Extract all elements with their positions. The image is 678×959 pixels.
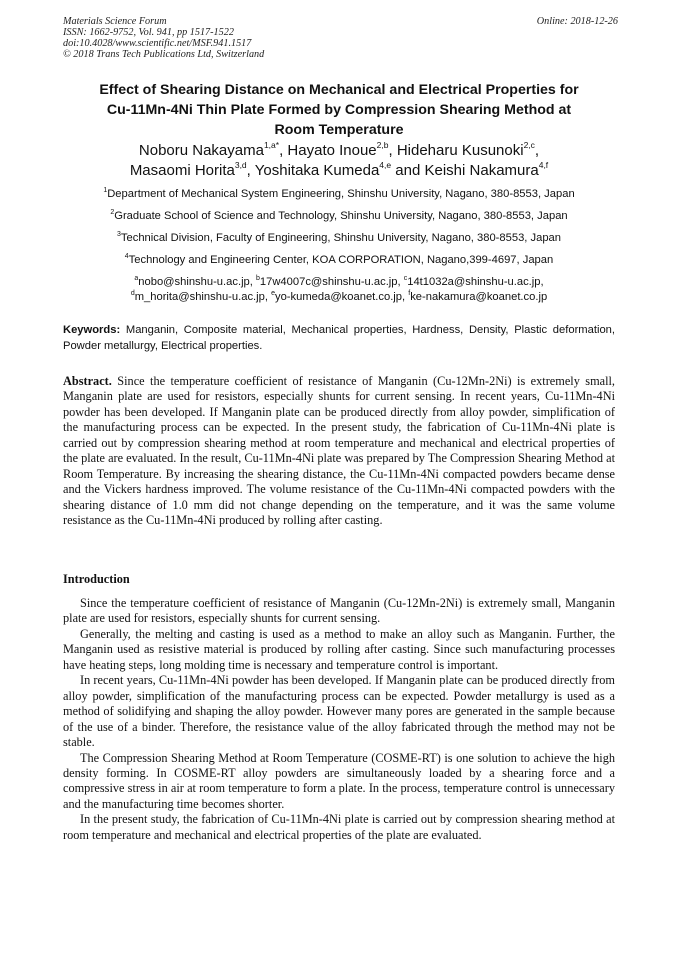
paragraph: In recent years, Cu-11Mn-4Ni powder has been developed. If Manganin plate can be produced directly from alloy powder, simplification of the manufacturing process can be expected. Powder metallurgy is used as a method of solidifying and shaping the alloy powder. However many pores are generated in the sample because of the use of a binder. Therefore, the resistance value of the alloy fabricated through the method may not be stable. xyxy=(63,673,615,750)
affiliation: $^4$Technology and Engineering Center, KOA CORPORATION, Nagano,399-4697, Japan xyxy=(124,253,554,266)
affiliation: $^1$Department of Mechanical System Engineering, Shinshu University, Nagano, 380-8553, Japan xyxy=(103,187,575,200)
email-list: $^a$nobo@shinshu-u.ac.jp, $^b$17w4007c@shinshu-u.ac.jp, $^c$14t1032a@shinshu-u.ac.jp, $^d$m_horita@shinshu-u.ac.jp, $^e$yo-kumeda@koanet.co.jp, $^f$ke-nakamura@koanet.co.jp xyxy=(130,275,548,303)
title-line: Effect of Shearing Distance on Mechanical and Electrical Properties for xyxy=(99,82,579,98)
copyright-line: © 2018 Trans Tech Publications Ltd, Switzerland xyxy=(63,49,265,60)
affiliation: $^3$Technical Division, Faculty of Engineering, Shinshu University, Nagano, 380-8553, Japan xyxy=(117,231,561,244)
paragraph: Since the temperature coefficient of resistance of Manganin (Cu-12Mn-2Ni) is extremely small, Manganin plate are used for resistors, especially shunts for current sensing. xyxy=(63,596,615,626)
author-name: Keishi Nakamura xyxy=(424,162,539,179)
paragraph: Generally, the melting and casting is used as a method to make an alloy such as Manganin. Further, the Manganin used as resistive material is produced by rolling after casting. Since such manufacturing processes have heating steps, long molding time is necessary and temperature control is important. xyxy=(63,626,615,672)
author-name: Masaomi Horita xyxy=(129,162,235,179)
abstract-text: Since the temperature coefficient of resistance of Manganin (Cu-12Mn-2Ni) is extremely small, Manganin plate are used for resistors, especially shunts for current sensing. In recent years, Cu-11Mn-4Ni powder has been developed. If Manganin plate can be produced directly from alloy powder, simplification of the manufacturing process can be expected. In the present study, the fabrication of Cu-11Mn-4Ni plate is carried out by compression shearing method at room temperature and mechanical and electrical properties of the plate are evaluated. In the result, Cu-11Mn-4Ni plate was prepared by The Compression Shearing Method at Room Temperature. By increasing the shearing distance, the Cu-11Mn-4Ni compacted powders became dense and the Vickers hardness improved. The volume resistance of the Cu-11Mn-4Ni compacted powders with the shearing distance of 1.0 mm did not change depending on the temperature, and it was the same volume resistance as the Cu-11Mn-4Ni produced by rolling after casting. xyxy=(63,374,616,528)
title-line: Cu-11Mn-4Ni Thin Plate Formed by Compression Shearing Method at xyxy=(106,102,572,118)
author-name: Hayato Inoue xyxy=(287,142,377,159)
email-link[interactable]: 14t1032a@shinshu-u.ac.jp, xyxy=(407,276,544,288)
author-name: Noboru Nakayama xyxy=(138,142,264,159)
email-link[interactable]: 17w4007c@shinshu-u.ac.jp, xyxy=(259,276,401,288)
author-affil-sup: 1,a* xyxy=(263,140,280,150)
journal-name: Materials Science Forum xyxy=(63,16,167,27)
journal-header xyxy=(63,16,618,60)
email-link[interactable]: yo-kumeda@koanet.co.jp, xyxy=(274,291,406,303)
title-line: Room Temperature xyxy=(274,122,404,138)
email-link[interactable]: nobo@shinshu-u.ac.jp, xyxy=(138,276,253,288)
paragraph: The Compression Shearing Method at Room Temperature (COSME-RT) is one solution to achieve the high density forming. In COSME-RT alloy powders are simultaneously loaded by a shearing force and a compressive stress in air at room temperature to form a plate. In the process, temperature control is unnecessary and the manufacturing time becomes shorter. xyxy=(63,750,615,811)
keywords-block xyxy=(63,323,615,354)
email-link[interactable]: ke-nakamura@koanet.co.jp xyxy=(410,291,548,303)
paper-title xyxy=(60,80,618,140)
paragraph: In the present study, the fabrication of Cu-11Mn-4Ni plate is carried out by compression shearing method at room temperature and mechanical and electrical properties of the plate are evaluated. xyxy=(63,812,615,842)
author-affil-sup: 2,b xyxy=(376,140,389,150)
keywords-text: Manganin, Composite material, Mechanical properties, Hardness, Density, Plastic deformation, Powder metallurgy, Electrical properties. xyxy=(63,324,615,352)
online-date: Online: 2018-12-26 xyxy=(536,16,618,27)
author-affil-sup: 4,e xyxy=(379,160,392,170)
abstract-block xyxy=(63,374,615,529)
author-name: Hideharu Kusunoki xyxy=(396,142,524,159)
section-heading: Introduction xyxy=(63,572,130,586)
author-affil-sup: 4,f xyxy=(538,160,549,170)
author-list: Noboru Nakayama$^{1,a*}$, Hayato Inoue$^{2,b}$, Hideharu Kusunoki$^{2,c}$, Masaomi Horita$^{3,d}$, Yoshitaka Kumeda$^{4,e}$ and Keishi Nakamura$^{4,f}$ xyxy=(129,140,549,179)
doi-line: doi:10.4028/www.scientific.net/MSF.941.1517 xyxy=(63,38,252,49)
affiliation: $^2$Graduate School of Science and Technology, Shinshu University, Nagano, 380-8553, Japan xyxy=(110,209,568,222)
introduction-body xyxy=(63,596,615,843)
issn-line: ISSN: 1662-9752, Vol. 941, pp 1517-1522 xyxy=(63,27,234,38)
abstract-label: Abstract. xyxy=(63,374,112,388)
author-affil-sup: 2,c xyxy=(523,140,535,150)
author-name: Yoshitaka Kumeda xyxy=(254,162,380,179)
keywords-label: Keywords: xyxy=(63,324,121,336)
email-link[interactable]: m_horita@shinshu-u.ac.jp, xyxy=(134,291,268,303)
author-affil-sup: 3,d xyxy=(234,160,247,170)
